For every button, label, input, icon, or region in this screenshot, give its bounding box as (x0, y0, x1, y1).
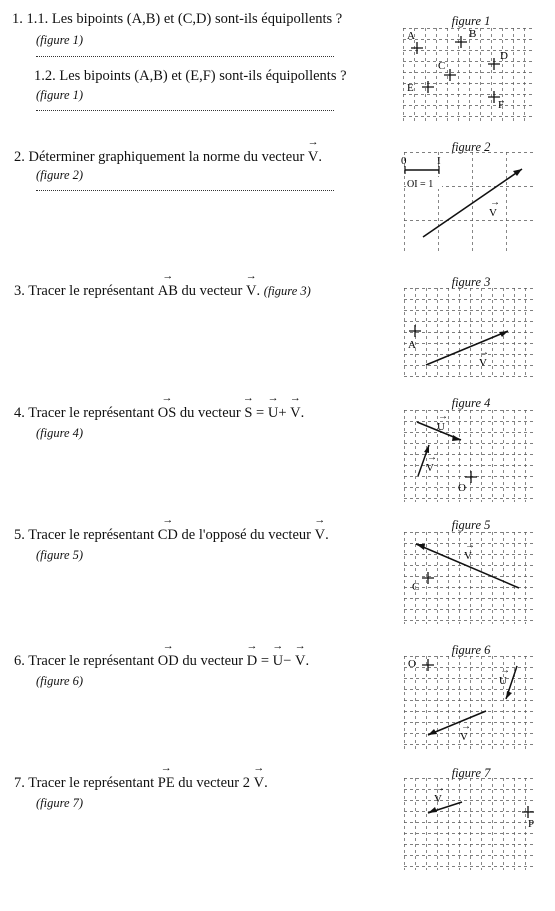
svg-text:→: → (490, 197, 500, 208)
svg-text:→: → (427, 452, 437, 463)
point-o-cross (465, 471, 477, 483)
svg-text:→: → (479, 347, 489, 358)
label-v: V (479, 357, 487, 369)
point-c-cross (422, 572, 434, 584)
label-a: A (407, 30, 415, 42)
answer-line[interactable] (36, 54, 334, 57)
svg-text:→: → (461, 721, 471, 732)
label-d: D (500, 50, 508, 62)
label-f: F (498, 99, 505, 111)
question-text: 5. Tracer le représentant → CD de l'opposé du vecteur → V. (14, 526, 329, 544)
dashed-grid (403, 28, 533, 122)
figure-5-caption: figure 5 (451, 518, 491, 532)
point-p-cross (522, 806, 534, 818)
point-o-cross (422, 659, 434, 671)
label-u: U (437, 421, 445, 433)
label-c: C (438, 60, 446, 72)
label-v: V (460, 731, 468, 743)
label-v: V (434, 793, 442, 805)
figure-reference: (figure 7) (36, 796, 84, 810)
figure-6-grid (404, 656, 536, 750)
question-text: 4. Tracer le représentant → OS du vecteur → S = → U+ → V. (14, 404, 304, 422)
label-v: V (489, 207, 497, 219)
question-text: 2. Déterminer graphiquement la norme du vecteur → V. (14, 148, 322, 166)
figure-2-caption: figure 2 (451, 140, 491, 154)
label-o: O (458, 482, 466, 494)
figure-3-grid (404, 288, 536, 378)
point-a-cross (409, 325, 421, 337)
point-e-cross (422, 81, 434, 93)
svg-text:→: → (438, 411, 448, 422)
question-text: 1. 1.1. Les bipoints (A,B) et (C,D) sont-ils équipollents ? (12, 11, 343, 27)
label-v: V (426, 462, 434, 474)
vector-v (426, 331, 508, 365)
figure-4-grid (404, 410, 536, 502)
figure-reference: (figure 4) (36, 426, 84, 440)
answer-line[interactable] (36, 108, 334, 111)
question-text: 1.2. Les bipoints (A,B) et (E,F) sont-ils équipollents ? (34, 68, 347, 84)
point-a-cross (411, 42, 423, 54)
label-o: O (408, 658, 416, 670)
label-c: C (412, 581, 420, 593)
vector-v (428, 711, 486, 735)
figure-2-grid (401, 152, 536, 254)
svg-text:→: → (435, 783, 445, 794)
label-o: 0 (401, 155, 407, 167)
label-v: V (464, 550, 472, 562)
label-b: B (469, 28, 477, 40)
svg-text:→: → (465, 540, 475, 551)
point-b-cross (455, 36, 467, 48)
figure-1-caption: figure 1 (451, 14, 491, 28)
label-a: A (408, 339, 416, 351)
figure-reference: (figure 2) (36, 168, 84, 182)
label-u: U (499, 675, 507, 687)
figure-4-caption: figure 4 (451, 396, 491, 410)
label-i: I (437, 155, 441, 167)
dashed-grid (404, 778, 536, 870)
dashed-grid (404, 410, 536, 502)
svg-text:→: → (500, 665, 510, 676)
figure-5-grid (404, 532, 536, 624)
unit-label: OI = 1 (407, 179, 434, 190)
figure-1-grid (403, 28, 533, 122)
question-text: 3. Tracer le représentant → AB du vecteur → V. (figure 3) (14, 282, 311, 300)
dashed-grid (404, 152, 536, 254)
figure-reference: (figure 1) (36, 33, 84, 47)
answer-line[interactable] (36, 188, 334, 191)
point-c-cross (444, 69, 456, 81)
question-text: 7. Tracer le représentant → PE du vecteur 2 → V. (14, 774, 268, 792)
label-e: E (407, 82, 414, 94)
figure-6-caption: figure 6 (451, 643, 491, 657)
figure-7-caption: figure 7 (451, 766, 491, 780)
figure-reference: (figure 5) (36, 548, 84, 562)
figure-7-grid (404, 778, 536, 870)
question-text: 6. Tracer le représentant → OD du vecteur → D = → U− → V. (14, 652, 309, 670)
figure-3-caption: figure 3 (451, 275, 491, 289)
point-d-cross (488, 58, 500, 70)
figure-reference: (figure 6) (36, 674, 84, 688)
label-p: P (528, 818, 535, 830)
dashed-grid (404, 288, 536, 378)
figure-reference: (figure 1) (36, 88, 84, 102)
